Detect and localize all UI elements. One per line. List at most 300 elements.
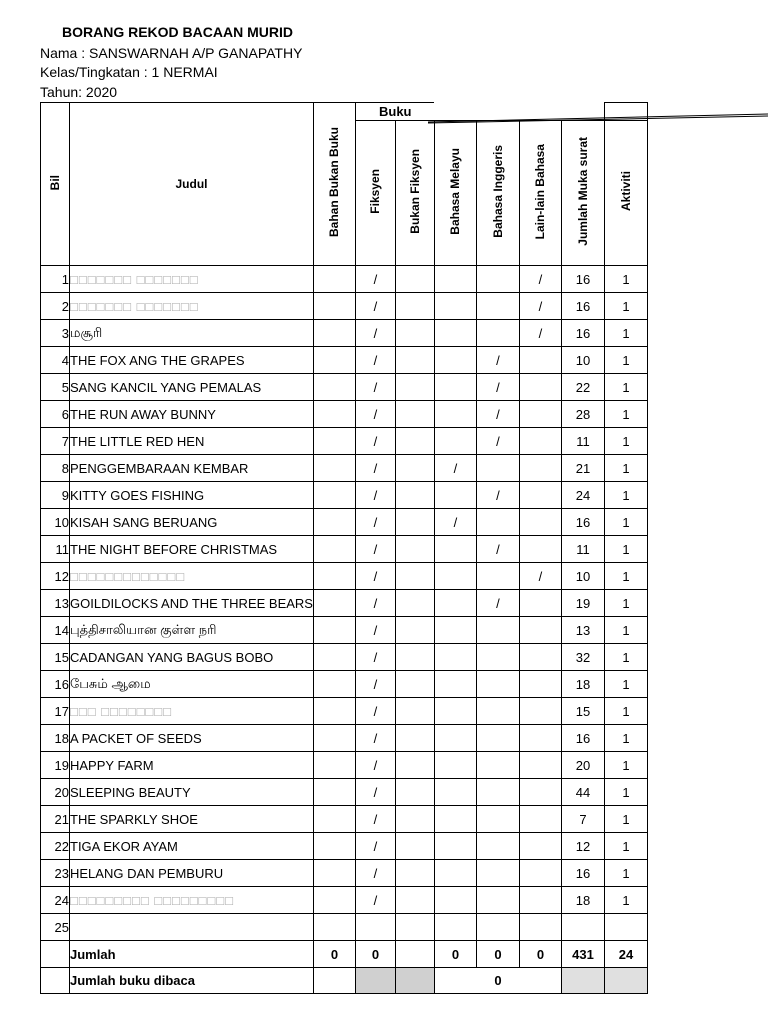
row-bahasa-inggeris: / [476, 428, 519, 455]
row-judul: □□□□□□□ □□□□□□□ [70, 293, 314, 320]
row-bahasa-inggeris: / [476, 590, 519, 617]
row-aktiviti: 1 [604, 293, 647, 320]
table-row [41, 536, 648, 563]
table-row [41, 401, 648, 428]
row-bahasa-melayu [434, 887, 476, 914]
totals-jumlah-muka-surat: 431 [561, 941, 604, 968]
table-row [41, 887, 648, 914]
row-jumlah-muka-surat: 10 [561, 563, 604, 590]
table-row [41, 590, 648, 617]
row-jumlah-muka-surat: 28 [561, 401, 604, 428]
table-row [41, 644, 648, 671]
row-aktiviti: 1 [604, 428, 647, 455]
row-bil: 9 [41, 482, 70, 509]
row-bahasa-melayu [434, 833, 476, 860]
books-read-value: 0 [434, 968, 561, 994]
row-bahasa-melayu [434, 401, 476, 428]
row-bukan-fiksyen [395, 806, 434, 833]
row-bahan-bukan-buku [313, 347, 355, 374]
row-bahasa-inggeris [476, 752, 519, 779]
row-bil: 10 [41, 509, 70, 536]
table-row [41, 698, 648, 725]
row-bahasa-inggeris: / [476, 482, 519, 509]
row-bahasa-melayu [434, 779, 476, 806]
row-jumlah-muka-surat: 18 [561, 887, 604, 914]
books-read-bil [41, 968, 70, 994]
row-fiksyen: / [355, 563, 395, 590]
row-bukan-fiksyen [395, 671, 434, 698]
row-aktiviti: 1 [604, 806, 647, 833]
row-bukan-fiksyen [395, 914, 434, 941]
row-bahan-bukan-buku [313, 455, 355, 482]
row-judul: THE LITTLE RED HEN [70, 428, 314, 455]
totals-bahasa-inggeris: 0 [476, 941, 519, 968]
row-jumlah-muka-surat: 24 [561, 482, 604, 509]
row-bahasa-melayu [434, 266, 476, 293]
row-fiksyen: / [355, 698, 395, 725]
group-header-blank-2 [561, 103, 604, 121]
table-row [41, 860, 648, 887]
row-bukan-fiksyen [395, 266, 434, 293]
row-fiksyen: / [355, 401, 395, 428]
row-bahasa-melayu: / [434, 455, 476, 482]
row-bil: 24 [41, 887, 70, 914]
row-bahan-bukan-buku [313, 833, 355, 860]
row-jumlah-muka-surat: 16 [561, 509, 604, 536]
table-row [41, 779, 648, 806]
row-judul: □□□ □□□□□□□□ [70, 698, 314, 725]
row-bahan-bukan-buku [313, 617, 355, 644]
row-lain-bahasa [519, 914, 561, 941]
row-aktiviti: 1 [604, 752, 647, 779]
row-bahasa-inggeris [476, 320, 519, 347]
table-row [41, 725, 648, 752]
row-fiksyen: / [355, 347, 395, 374]
row-judul: KITTY GOES FISHING [70, 482, 314, 509]
row-bahasa-inggeris [476, 833, 519, 860]
row-bahasa-melayu [434, 725, 476, 752]
col-header-bahasa-inggeris: Bahasa Inggeris [476, 121, 519, 266]
row-bil: 13 [41, 590, 70, 617]
row-bil: 1 [41, 266, 70, 293]
row-lain-bahasa [519, 347, 561, 374]
row-lain-bahasa [519, 698, 561, 725]
books-read-blank [313, 968, 355, 994]
books-read-shaded-1 [355, 968, 395, 994]
row-bukan-fiksyen [395, 482, 434, 509]
row-aktiviti: 1 [604, 509, 647, 536]
row-bukan-fiksyen [395, 293, 434, 320]
row-aktiviti: 1 [604, 833, 647, 860]
row-bil: 18 [41, 725, 70, 752]
table-row [41, 509, 648, 536]
row-bukan-fiksyen [395, 860, 434, 887]
row-bahasa-inggeris [476, 293, 519, 320]
row-bahan-bukan-buku [313, 401, 355, 428]
row-jumlah-muka-surat: 19 [561, 590, 604, 617]
row-fiksyen: / [355, 779, 395, 806]
row-lain-bahasa: / [519, 320, 561, 347]
row-bahan-bukan-buku [313, 887, 355, 914]
table-row [41, 455, 648, 482]
row-bil: 4 [41, 347, 70, 374]
row-bahasa-melayu [434, 644, 476, 671]
table-row [41, 320, 648, 347]
row-jumlah-muka-surat: 10 [561, 347, 604, 374]
row-fiksyen: / [355, 455, 395, 482]
row-bukan-fiksyen [395, 698, 434, 725]
row-bahasa-melayu [434, 806, 476, 833]
books-read-shaded-3 [561, 968, 604, 994]
totals-bukan-fiksyen [395, 941, 434, 968]
row-bukan-fiksyen [395, 347, 434, 374]
row-bukan-fiksyen [395, 401, 434, 428]
row-bahan-bukan-buku [313, 509, 355, 536]
row-judul: மசூரி [70, 320, 314, 347]
row-bukan-fiksyen [395, 428, 434, 455]
row-judul: THE SPARKLY SHOE [70, 806, 314, 833]
col-header-bahasa-melayu: Bahasa Melayu [434, 121, 476, 266]
row-bahasa-inggeris: / [476, 347, 519, 374]
table-row [41, 914, 648, 941]
row-judul: THE NIGHT BEFORE CHRISTMAS [70, 536, 314, 563]
row-lain-bahasa [519, 725, 561, 752]
row-bil: 3 [41, 320, 70, 347]
row-bahasa-melayu [434, 860, 476, 887]
row-jumlah-muka-surat: 13 [561, 617, 604, 644]
row-judul: புத்திசாலியான குள்ள நரி [70, 617, 314, 644]
table-row [41, 347, 648, 374]
row-bahan-bukan-buku [313, 374, 355, 401]
row-bahan-bukan-buku [313, 563, 355, 590]
row-judul: A PACKET OF SEEDS [70, 725, 314, 752]
row-fiksyen: / [355, 293, 395, 320]
row-lain-bahasa [519, 536, 561, 563]
student-name: Nama : SANSWARNAH A/P GANAPATHY [40, 45, 303, 61]
row-bil: 21 [41, 806, 70, 833]
totals-lain-bahasa: 0 [519, 941, 561, 968]
row-bahan-bukan-buku [313, 725, 355, 752]
row-fiksyen: / [355, 644, 395, 671]
row-bil: 7 [41, 428, 70, 455]
table-row [41, 266, 648, 293]
form-title: BORANG REKOD BACAAN MURID [62, 24, 293, 40]
row-lain-bahasa [519, 860, 561, 887]
row-lain-bahasa [519, 401, 561, 428]
row-bukan-fiksyen [395, 833, 434, 860]
row-bukan-fiksyen [395, 320, 434, 347]
row-bil: 17 [41, 698, 70, 725]
row-bahasa-inggeris [476, 698, 519, 725]
row-fiksyen [355, 914, 395, 941]
row-bil: 2 [41, 293, 70, 320]
row-fiksyen: / [355, 374, 395, 401]
row-lain-bahasa [519, 617, 561, 644]
row-fiksyen: / [355, 671, 395, 698]
row-bahasa-inggeris [476, 779, 519, 806]
row-bukan-fiksyen [395, 887, 434, 914]
row-aktiviti: 1 [604, 563, 647, 590]
row-bahan-bukan-buku [313, 914, 355, 941]
table-row [41, 671, 648, 698]
row-lain-bahasa [519, 455, 561, 482]
col-header-lain-bahasa: Lain-lain Bahasa [519, 121, 561, 266]
row-bukan-fiksyen [395, 509, 434, 536]
table-row [41, 482, 648, 509]
reading-record-table [40, 102, 648, 994]
totals-label: Jumlah [70, 941, 314, 968]
row-jumlah-muka-surat: 16 [561, 320, 604, 347]
row-bahasa-melayu: / [434, 509, 476, 536]
row-bahan-bukan-buku [313, 536, 355, 563]
row-aktiviti: 1 [604, 347, 647, 374]
row-jumlah-muka-surat: 16 [561, 725, 604, 752]
row-bukan-fiksyen [395, 590, 434, 617]
row-judul: KISAH SANG BERUANG [70, 509, 314, 536]
row-aktiviti: 1 [604, 374, 647, 401]
books-read-shaded-4 [604, 968, 647, 994]
col-header-bukan-fiksyen: Bukan Fiksyen [395, 121, 434, 266]
row-judul: SLEEPING BEAUTY [70, 779, 314, 806]
group-header-blank [434, 103, 561, 121]
row-lain-bahasa [519, 833, 561, 860]
col-header-judul: Judul [70, 103, 314, 266]
row-judul: □□□□□□□□□□□□□ [70, 563, 314, 590]
row-bahasa-inggeris [476, 617, 519, 644]
row-aktiviti: 1 [604, 725, 647, 752]
row-bahasa-melayu [434, 752, 476, 779]
row-jumlah-muka-surat: 22 [561, 374, 604, 401]
row-bahasa-inggeris [476, 644, 519, 671]
row-judul: GOILDILOCKS AND THE THREE BEARS [70, 590, 314, 617]
row-jumlah-muka-surat: 16 [561, 860, 604, 887]
row-bahasa-inggeris: / [476, 374, 519, 401]
row-bahasa-inggeris [476, 671, 519, 698]
row-bukan-fiksyen [395, 536, 434, 563]
row-bil: 23 [41, 860, 70, 887]
totals-bil [41, 941, 70, 968]
row-bahan-bukan-buku [313, 806, 355, 833]
row-lain-bahasa [519, 644, 561, 671]
row-bil: 22 [41, 833, 70, 860]
row-bahan-bukan-buku [313, 860, 355, 887]
row-lain-bahasa [519, 374, 561, 401]
row-bahasa-melayu [434, 617, 476, 644]
row-jumlah-muka-surat: 16 [561, 293, 604, 320]
books-read-shaded-2 [395, 968, 434, 994]
totals-aktiviti: 24 [604, 941, 647, 968]
books-read-label: Jumlah buku dibaca [70, 968, 314, 994]
row-aktiviti: 1 [604, 455, 647, 482]
row-bahasa-melayu [434, 563, 476, 590]
col-group-buku: Buku [355, 103, 434, 121]
table-row [41, 752, 648, 779]
row-jumlah-muka-surat: 15 [561, 698, 604, 725]
row-aktiviti: 1 [604, 266, 647, 293]
row-lain-bahasa [519, 509, 561, 536]
row-fiksyen: / [355, 428, 395, 455]
row-lain-bahasa [519, 806, 561, 833]
row-judul [70, 914, 314, 941]
totals-fiksyen: 0 [355, 941, 395, 968]
table-row [41, 617, 648, 644]
row-bukan-fiksyen [395, 725, 434, 752]
table-row [41, 374, 648, 401]
row-fiksyen: / [355, 887, 395, 914]
row-bahasa-melayu [434, 671, 476, 698]
row-fiksyen: / [355, 509, 395, 536]
row-bil: 11 [41, 536, 70, 563]
row-bil: 20 [41, 779, 70, 806]
row-lain-bahasa [519, 428, 561, 455]
row-bukan-fiksyen [395, 455, 434, 482]
row-bukan-fiksyen [395, 563, 434, 590]
row-bahan-bukan-buku [313, 482, 355, 509]
row-judul: பேசும் ஆமை [70, 671, 314, 698]
col-header-fiksyen: Fiksyen [355, 121, 395, 266]
row-fiksyen: / [355, 590, 395, 617]
row-lain-bahasa [519, 671, 561, 698]
row-aktiviti: 1 [604, 671, 647, 698]
row-jumlah-muka-surat: 21 [561, 455, 604, 482]
row-bahasa-inggeris [476, 914, 519, 941]
row-bil: 25 [41, 914, 70, 941]
row-aktiviti: 1 [604, 401, 647, 428]
row-jumlah-muka-surat: 16 [561, 266, 604, 293]
row-bahasa-melayu [434, 347, 476, 374]
row-bil: 5 [41, 374, 70, 401]
row-jumlah-muka-surat: 44 [561, 779, 604, 806]
row-fiksyen: / [355, 482, 395, 509]
row-aktiviti: 1 [604, 617, 647, 644]
row-bahan-bukan-buku [313, 428, 355, 455]
row-bil: 12 [41, 563, 70, 590]
row-fiksyen: / [355, 617, 395, 644]
row-fiksyen: / [355, 266, 395, 293]
row-fiksyen: / [355, 806, 395, 833]
totals-bahasa-melayu: 0 [434, 941, 476, 968]
row-lain-bahasa [519, 887, 561, 914]
row-bahasa-inggeris: / [476, 536, 519, 563]
row-bahasa-melayu [434, 320, 476, 347]
student-class: Kelas/Tingkatan : 1 NERMAI [40, 64, 218, 80]
row-bahan-bukan-buku [313, 644, 355, 671]
col-header-aktiviti: Aktiviti [604, 121, 647, 266]
col-header-bahan-bukan-buku: Bahan Bukan Buku [313, 103, 355, 266]
row-lain-bahasa [519, 590, 561, 617]
row-lain-bahasa [519, 779, 561, 806]
row-judul: PENGGEMBARAAN KEMBAR [70, 455, 314, 482]
row-bahasa-melayu [434, 374, 476, 401]
col-header-jumlah-muka-surat: Jumlah Muka surat [561, 121, 604, 266]
row-fiksyen: / [355, 725, 395, 752]
row-bahan-bukan-buku [313, 671, 355, 698]
row-bahan-bukan-buku [313, 779, 355, 806]
totals-bahan-bukan-buku: 0 [313, 941, 355, 968]
row-bukan-fiksyen [395, 752, 434, 779]
row-aktiviti: 1 [604, 860, 647, 887]
row-bukan-fiksyen [395, 617, 434, 644]
table-row [41, 806, 648, 833]
row-aktiviti: 1 [604, 644, 647, 671]
row-jumlah-muka-surat: 18 [561, 671, 604, 698]
row-jumlah-muka-surat: 11 [561, 536, 604, 563]
row-bukan-fiksyen [395, 779, 434, 806]
col-header-bil: Bil [41, 103, 70, 266]
row-bahan-bukan-buku [313, 266, 355, 293]
row-bahan-bukan-buku [313, 293, 355, 320]
row-bil: 8 [41, 455, 70, 482]
row-lain-bahasa [519, 752, 561, 779]
row-aktiviti: 1 [604, 320, 647, 347]
row-bahasa-inggeris [476, 725, 519, 752]
table-row [41, 293, 648, 320]
row-bil: 16 [41, 671, 70, 698]
row-bahasa-inggeris [476, 509, 519, 536]
row-bil: 6 [41, 401, 70, 428]
row-bahasa-inggeris: / [476, 401, 519, 428]
row-aktiviti [604, 914, 647, 941]
row-jumlah-muka-surat: 11 [561, 428, 604, 455]
row-judul: SANG KANCIL YANG PEMALAS [70, 374, 314, 401]
row-judul: CADANGAN YANG BAGUS BOBO [70, 644, 314, 671]
row-lain-bahasa: / [519, 293, 561, 320]
row-bahasa-inggeris [476, 806, 519, 833]
row-aktiviti: 1 [604, 887, 647, 914]
group-header-aktiviti-top [604, 103, 647, 121]
row-fiksyen: / [355, 536, 395, 563]
row-bahan-bukan-buku [313, 320, 355, 347]
row-judul: HAPPY FARM [70, 752, 314, 779]
row-bahasa-melayu [434, 590, 476, 617]
row-aktiviti: 1 [604, 698, 647, 725]
row-jumlah-muka-surat: 7 [561, 806, 604, 833]
row-bahasa-melayu [434, 536, 476, 563]
row-aktiviti: 1 [604, 590, 647, 617]
row-judul: HELANG DAN PEMBURU [70, 860, 314, 887]
row-bahasa-melayu [434, 914, 476, 941]
row-bahasa-inggeris [476, 887, 519, 914]
row-aktiviti: 1 [604, 482, 647, 509]
row-bil: 14 [41, 617, 70, 644]
row-lain-bahasa [519, 482, 561, 509]
row-bahasa-melayu [434, 482, 476, 509]
row-bahasa-melayu [434, 428, 476, 455]
row-fiksyen: / [355, 860, 395, 887]
table-row [41, 833, 648, 860]
row-judul: □□□□□□□□□ □□□□□□□□□ [70, 887, 314, 914]
row-bahasa-inggeris [476, 455, 519, 482]
row-bahan-bukan-buku [313, 752, 355, 779]
row-judul: THE RUN AWAY BUNNY [70, 401, 314, 428]
row-bahasa-melayu [434, 698, 476, 725]
row-bil: 15 [41, 644, 70, 671]
row-bahasa-inggeris [476, 563, 519, 590]
row-aktiviti: 1 [604, 779, 647, 806]
row-bahan-bukan-buku [313, 698, 355, 725]
row-bahan-bukan-buku [313, 590, 355, 617]
row-judul: THE FOX ANG THE GRAPES [70, 347, 314, 374]
row-fiksyen: / [355, 320, 395, 347]
row-bukan-fiksyen [395, 644, 434, 671]
row-bahasa-inggeris [476, 266, 519, 293]
row-lain-bahasa: / [519, 266, 561, 293]
row-fiksyen: / [355, 833, 395, 860]
row-judul: □□□□□□□ □□□□□□□ [70, 266, 314, 293]
row-bahasa-inggeris [476, 860, 519, 887]
record-year: Tahun: 2020 [40, 84, 118, 100]
row-jumlah-muka-surat: 20 [561, 752, 604, 779]
